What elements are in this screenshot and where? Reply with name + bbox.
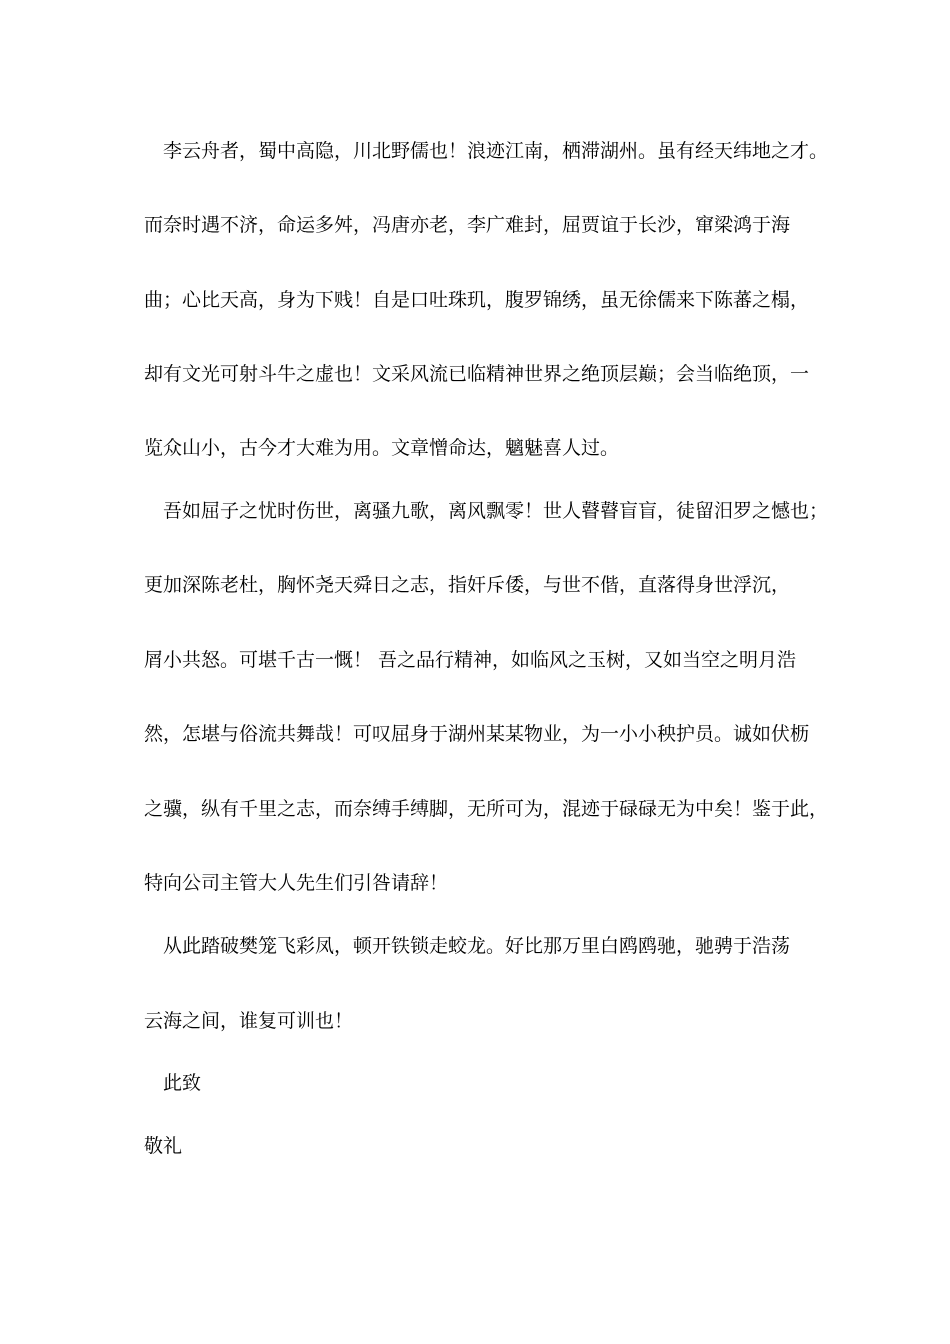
text-line: 吾如屈子之忧时伤世，离骚九歌，离风飘零！世人瞽瞽盲盲，徒留汨罗之憾也； <box>163 500 829 522</box>
text-line: 曲；心比天高，身为下贱！自是口吐珠玑，腹罗锦绣，虽无徐儒来下陈蕃之榻， <box>144 289 810 311</box>
salutation-text: 敬礼 <box>144 1135 183 1157</box>
text-line: 却有文光可射斗牛之虚也！文采风流已临精神世界之绝顶层巅；会当临绝顶，一 <box>144 363 810 385</box>
text-line: 从此踏破樊笼飞彩凤，顿开铁锁走蛟龙。好比那万里白鸥鸥驰，驰骋于浩荡 <box>163 935 791 957</box>
text-line: 屑小共怒。可堪千古一慨！ 吾之品行精神，如临风之玉树，又如当空之明月浩 <box>144 649 797 671</box>
text-line: 更加深陈老杜，胸怀尧天舜日之志，指奸斥倭，与世不偕，直落得身世浮沉， <box>144 574 791 596</box>
text-line: 然，怎堪与俗流共舞哉！可叹屈身于湖州某某物业，为一小小秧护员。诚如伏枥 <box>144 723 810 745</box>
text-line: 云海之间，谁复可训也！ <box>144 1010 354 1032</box>
text-line: 之骥，纵有千里之志，而奈缚手缚脚，无所可为，混迹于碌碌无为中矣！鉴于此， <box>144 798 829 820</box>
text-line: 而奈时遇不济，命运多舛，冯唐亦老，李广难封，屈贾谊于长沙，窜梁鸿于海 <box>144 214 791 236</box>
text-line: 李云舟者，蜀中高隐，川北野儒也！浪迹江南，栖滞湖州。虽有经天纬地之才。 <box>163 140 829 162</box>
text-line: 览众山小，古今才大难为用。文章憎命达，魑魅喜人过。 <box>144 437 620 459</box>
text-line: 特向公司主管大人先生们引咎请辞！ <box>144 872 449 894</box>
closing-text: 此致 <box>163 1072 202 1094</box>
